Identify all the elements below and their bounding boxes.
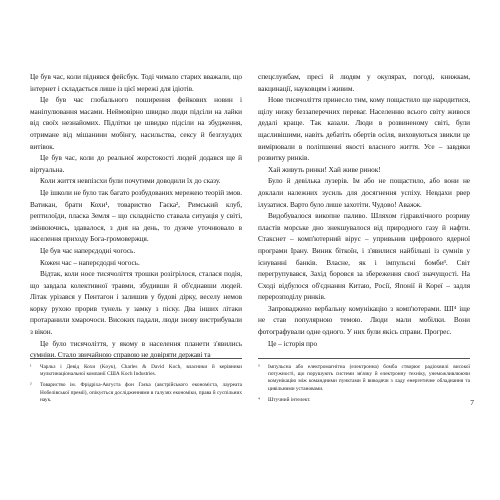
paragraph: Нове тисячоліття принесло тим, кому пощастило ще народитися, щілу низку беззаперечних переваг. Населенню всього світу живося дедалі краще. Так казали. Люди в розвиненому світі, були щасливішими, навіть дебатіть обертів осіля, виховуються звикли це вимірювали в поліпшенні якості власного життя. Усе – завдяки розвитку ринків.	[258, 95, 470, 163]
paragraph: Хай живуть ринки! Хай живе ринок!	[268, 164, 381, 174]
paragraph: спецслужбам, пресі й людям у окулярах, погоді, книжкам, вакцинації, науковцям і живим.	[258, 72, 470, 93]
paragraph: Це був час, коли піднявся фейсбук. Тоді чимало старих вважали, що інтернет і складається лише із цієї мережі для ідіотів.	[30, 72, 242, 93]
footnote-number: ²	[30, 382, 32, 389]
paragraph: Кожен час – наперєдодні чогось.	[40, 257, 140, 267]
footnote-text: Товариство ім. Фрідріха-Августа фон Гаєка (австрійського економіста, лауреата Нобелівської премії), опікується дослідженнями в галузях економіки, права й суспільних наук.	[40, 382, 242, 403]
footnote-number: ³	[258, 364, 260, 370]
footnote-number: ¹	[30, 364, 32, 370]
left-text-column	[30, 71, 242, 361]
right-text-column	[258, 71, 470, 349]
paragraph: Це був час глобального поширення фейкових новин і маніпулювання масами. Неймовірно швидко люди підсіли на лайки від своїх незнайомих. Підлітки це швидко підсіли на збудження, отримане від мішанини мобінгу, насильства, сексу й безглуздих витівок.	[30, 95, 242, 151]
paragraph: Коли життя невпізсхи були почутими доводили їх до сказу.	[40, 176, 221, 186]
footnote-text: Чарльз і Девід Кохи (Koyк), Charles & David Koch, власники й керівники мультинаціональної компанії США Koch Industries.	[40, 364, 242, 378]
paragraph: Запроваджено вербальну комунікацію з комп'ютерами. ШІ⁴ іще не став популярною темою. Люди мали мобілки. Вони фотографували одне одного. У них були якісь справи. Прогрес.	[258, 303, 470, 337]
footnote	[258, 364, 470, 393]
paragraph: Було й девілька лузерів. Ім або не пощастило, або вони не доклали належних зусиль для досягнення успіху. Невдахи рвер ілузатися. Варто було лише захотіти. Чудово! Аважж.	[258, 176, 470, 209]
footnote	[30, 364, 242, 378]
footnotes-right	[258, 358, 470, 408]
footnotes-left	[30, 358, 242, 408]
paragraph: Це було тисячоліття, у якому в населення планети з'явились сумніви. Стало звичайною справою не довіряти державі та	[30, 338, 242, 360]
footnote-number: ⁴	[258, 396, 260, 403]
paragraph: Це був час наперєдодні чогось.	[40, 245, 136, 255]
page-number: 7	[470, 398, 474, 407]
footnote	[258, 397, 470, 404]
paragraph: Видобувалося викопне паливо. Шляхом гідравлічного розриву пластів морське дно знекшувалося від природного газу й нафти. Стакснет – комп'ютерний вірус – упривьнив цифрового ядерної програми Ірану. Виник біткоїн, і з'явилися найбільші із сумнів у існуванні банків. Власне, як і імпульсні бомби³. Світ перегрупувався, Захід боровся за збереження своєї значущості. На Сході відбулося об'єднання Китаю, Росії, Японії й Кореї – задля перерозподілу ринків.	[258, 211, 470, 302]
footnote-text: Штучний інтелект.	[268, 396, 311, 403]
paragraph: Це ішколи не було так багато розбудованих мережею теорій змов. Ватикан, брати Кохи¹, товариство Гаєка², Римський клуб, рептилоїди, пласка Земля – що складністю ставала ситуація у світі, змінюючись, здавалося, з дня на день, то дужче уточнювало в населення приходу Бога-громовержця.	[30, 187, 242, 244]
paragraph: Це був час, коли до реальної жорстокості людей додався ще й віртуальна.	[30, 153, 242, 174]
paragraph: Відтак, коли ноєе тисячоліття трошки розігрілося, сталася подія, що завдала колективної травми, збудивши й об'єднавши людей. Літак урізався у Пентагон і залишив у будові дірку, веселу немов корку рухою прорив тунель у замку з піску. Два інших літаки протаранили хмарочоси. Високих падали, люди знову вистрибували з вікон.	[30, 269, 242, 337]
footnote-text: Імпульсна або електромагнітна (електронна) бомба створює радіохвилі високої потужності, що порушують системи зв'язку й електронну техніку, унеможливлюючи комунікацію між командними пунктами й виводячи з ладу енергетичне обладнання та цивільними установами.	[268, 364, 470, 392]
paragraph: Це – історія про	[268, 338, 318, 348]
footnote	[30, 382, 242, 404]
